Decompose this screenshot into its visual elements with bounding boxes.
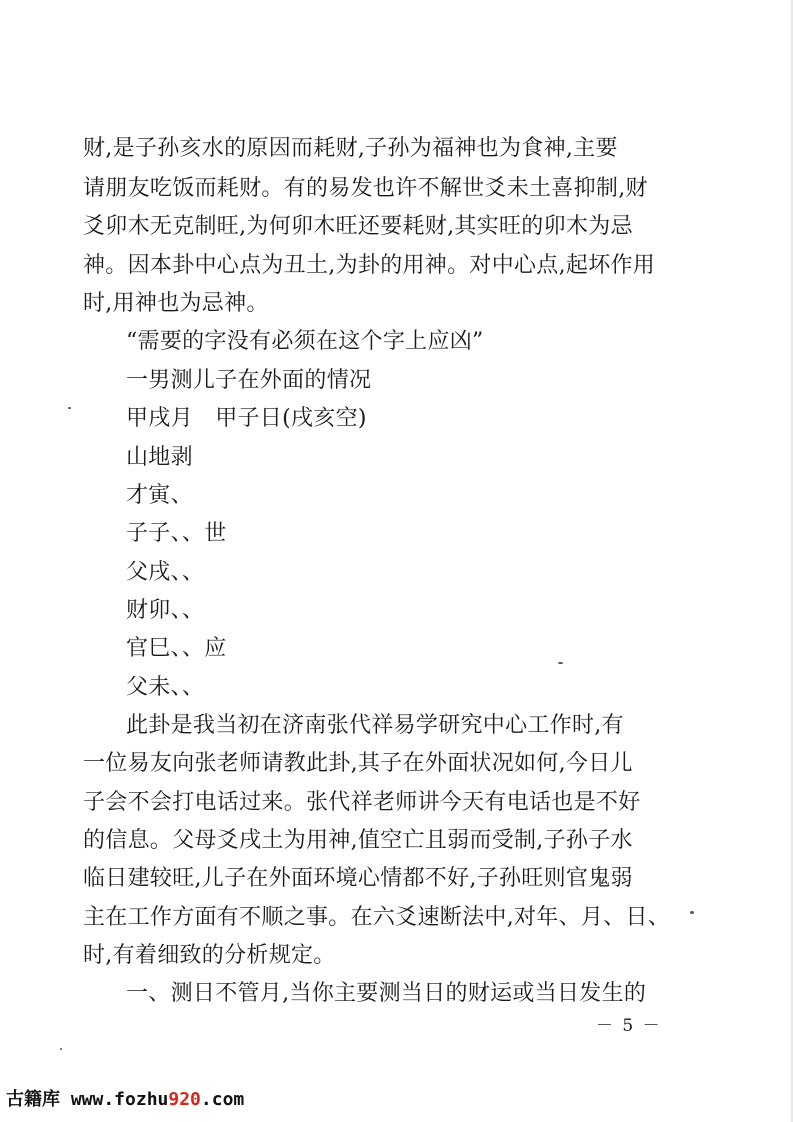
text-line: 临日建较旺,儿子在外面环境心情都不好,子孙旺则官鬼弱	[83, 866, 633, 891]
watermark-chinese: 古籍库	[6, 1089, 60, 1110]
case-date: 甲戌月 甲子日(戌亥空)	[126, 406, 367, 431]
hexagram-line: 财卯、、	[126, 598, 205, 623]
case-title: 一男测儿子在外面的情况	[126, 368, 372, 393]
text-line: 神。因本卦中心点为丑土,为卦的用神。对中心点,起坏作用	[83, 253, 656, 278]
hexagram-line: 才寅、	[126, 483, 193, 508]
text-line: 一、测日不管月,当你主要测当日的财运或当日发生的	[126, 981, 647, 1006]
text-line: 时,有着细致的分析规定。	[83, 943, 336, 968]
hexagram-line: 官巳、、应	[126, 636, 227, 661]
scan-speck	[690, 911, 694, 914]
text-line: 时,用神也为忌神。	[83, 291, 269, 316]
watermark-url-prefix: www.fozhu	[60, 1089, 169, 1110]
scan-speck	[60, 1048, 62, 1050]
site-watermark	[6, 1088, 244, 1112]
text-line: 爻卯木无克制旺,为何卯木旺还要耗财,其实旺的卯木为忌	[83, 214, 633, 239]
quote-heading: “需要的字没有必须在这个字上应凶”	[126, 329, 484, 354]
hexagram-line: 父未、、	[126, 675, 205, 700]
text-line: 此卦是我当初在济南张代祥易学研究中心工作时,有	[126, 713, 624, 738]
page-number: － 5 －	[596, 1016, 662, 1036]
text-line: 主在工作方面有不顺之事。在六爻速断法中,对年、月、日、	[83, 905, 671, 930]
text-line: 的信息。父母爻戌土为用神,值空亡且弱而受制,子孙子水	[83, 828, 633, 853]
text-line: 请朋友吃饭而耗财。有的易发也许不解世爻未土喜抑制,财	[83, 176, 648, 201]
hexagram-line: 子子、、世	[126, 521, 227, 546]
watermark-url-number: 920	[168, 1089, 201, 1110]
hexagram-name: 山地剥	[126, 445, 193, 470]
text-line: 一位易友向张老师请教此卦,其子在外面状况如何,今日儿	[83, 751, 633, 776]
text-line: 财,是子孙亥水的原因而耗财,子孙为福神也为食神,主要	[83, 136, 618, 161]
watermark-url-suffix: .com	[200, 1089, 245, 1110]
scan-speck	[558, 662, 563, 664]
text-line: 子会不会打电话过来。张代祥老师讲今天有电话也是不好	[83, 790, 641, 815]
hexagram-line: 父戌、、	[126, 560, 205, 585]
scan-speck	[68, 407, 71, 409]
